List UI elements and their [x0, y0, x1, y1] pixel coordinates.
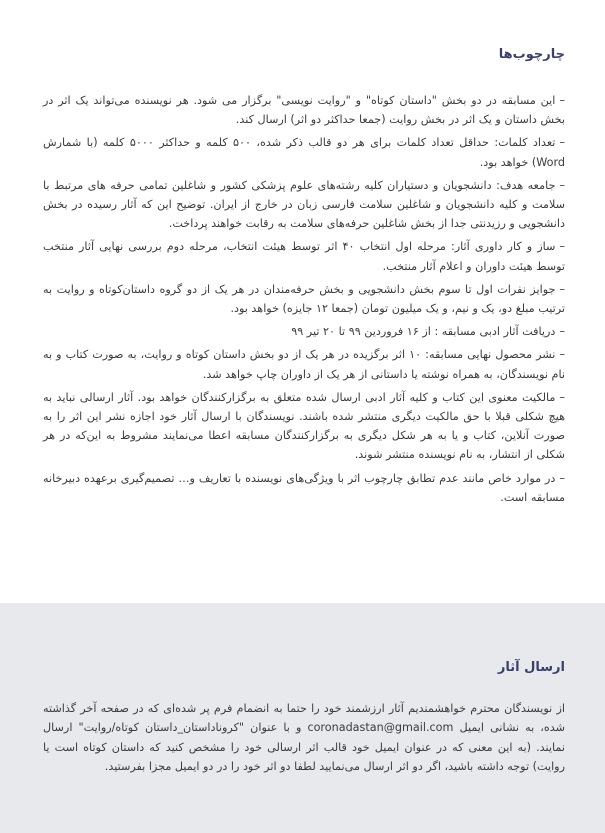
list-item-text: ساز و کار داوری آثار: مرحله اول انتخاب ۴۰ اثر توسط هیئت انتخاب، مرحله دوم بررسی نهایی آثار منتخب توسط هیئت داوران و اعلام آثار منتخب. — [43, 240, 565, 273]
list-item: –در موارد خاص مانند عدم تطابق چارچوب اثر با ویژگی‌های نویسنده با تعاریف و… تصمیم‌گیری برعهده دبیرخانه مسابقه است. — [43, 471, 565, 504]
list-item: –جامعه هدف: دانشجویان و دستیاران کلیه رشته‌های علوم پزشکی کشور و شاغلین تمامی حرفه های مرتبط با سلامت و کلیه دانشجویان و شاغلین سلامت فارسی زبان در خارج از ایران. توضیح این که آثار رسیده در بخش دانشجویی و رزیدنتی جدا از بخش شاغلین حرفه‌های سلامت به رقابت خواهند پرداخت. — [43, 178, 565, 231]
list-item: –این مسابقه در دو بخش "داستان کوتاه" و "روایت نویسی" برگزار می شود. هر نویسنده می‌تواند یک اثر در بخش داستان و یک اثر در بخش روایت (جمعا حداکثر دو اثر) ارسال کند. — [43, 94, 565, 127]
submission-section — [0, 603, 605, 833]
list-item-text: نشر محصول نهایی مسابقه: ۱۰ اثر برگزیده در هر یک از دو بخش داستان کوتاه و روایت، به صورت کتاب و به نام نویسندگان، به همراه نوشته یا داستانی از هر یک از داوران چاپ خواهد شد. — [43, 348, 565, 381]
list-item: –مالکیت معنوی این کتاب و کلیه آثار ادبی ارسال شده متعلق به برگزارکنندگان خواهد بود. آثار ارسالی نباید به هیچ شکلی قبلا با حق مالکیت دیگری منتشر شده باشند. نویسندگان با ارسال آثار خود اجازه نشر این اثر را به صورت آنلاین، کتاب و یا به هر شکل دیگری به برگزارکنندگان مسابقه اعطا می‌نمایند مشروط به این‌که در هر شکلی از انتشار، به نام نویسنده منتشر شوند. — [43, 390, 565, 462]
list-item-text: جامعه هدف: دانشجویان و دستیاران کلیه رشته‌های علوم پزشکی کشور و شاغلین تمامی حرفه های مرتبط با سلامت و کلیه دانشجویان و شاغلین سلامت فارسی زبان در خارج از ایران. توضیح این که آثار رسیده در بخش دانشجویی و رزیدنتی جدا از بخش شاغلین حرفه‌های سلامت به رقابت خواهند پرداخت. — [43, 178, 565, 231]
list-item-text: دریافت آثار ادبی مسابقه : از ۱۶ فروردین ۹۹ تا ۲۰ تیر ۹۹ — [291, 325, 556, 339]
submission-heading: ارسال آثار — [497, 660, 565, 675]
submission-paragraph — [43, 699, 565, 777]
list-item-text: مالکیت معنوی این کتاب و کلیه آثار ادبی ارسال شده متعلق به برگزارکنندگان خواهد بود. آثار ارسالی نباید به هیچ شکلی قبلا با حق مالکیت دیگری منتشر شده باشند. نویسندگان با ارسال آثار خود اجازه نشر این اثر را به صورت آنلاین، کتاب و یا به هر شکل دیگری به برگزارکنندگان مسابقه اعطا می‌نمایند مشروط به این‌که در هر شکلی از انتشار، به نام نویسنده منتشر شوند. — [43, 390, 565, 462]
submission-email: coronadastan@gmail.com — [307, 721, 454, 735]
list-item: –تعداد کلمات: حداقل تعداد کلمات برای هر دو قالب ذکر شده، ۵۰۰ کلمه و حداکثر ۵۰۰۰ کلمه (با شمارش Word) خواهد بود. — [43, 136, 565, 169]
submission-text-after: و با عنوان "کروناداستان_داستان کوتاه/روایت" ارسال نمایند. (به این معنی که در عنوان ایمیل خود قالب اثر ارسالی خود را مشخص کنید که داستان کوتاه است یا روایت) توجه داشته باشید، اگر دو اثر ارسال می‌نمایید لطفا دو اثر خود را در دو ایمیل مجزا بفرستید. — [43, 721, 565, 774]
submission-text-before: از نویسندگان محترم خواهشمندیم آثار ارزشمند خود را حتما به انضمام فرم پر شده‌ای که در صفحه آخر گذاشته شده، به نشانی ایمیل — [43, 702, 565, 735]
framework-list — [43, 91, 565, 511]
list-item-text: این مسابقه در دو بخش "داستان کوتاه" و "روایت نویسی" برگزار می شود. هر نویسنده می‌تواند یک اثر در بخش داستان و یک اثر در بخش روایت (جمعا حداکثر دو اثر) ارسال کند. — [43, 94, 565, 127]
list-item: –دریافت آثار ادبی مسابقه : از ۱۶ فروردین ۹۹ تا ۲۰ تیر ۹۹ — [291, 325, 565, 339]
list-item: –ساز و کار داوری آثار: مرحله اول انتخاب ۴۰ اثر توسط هیئت انتخاب، مرحله دوم بررسی نهایی آثار منتخب توسط هیئت داوران و اعلام آثار منتخب. — [43, 240, 566, 273]
list-item-text: تعداد کلمات: حداقل تعداد کلمات برای هر دو قالب ذکر شده، ۵۰۰ کلمه و حداکثر ۵۰۰۰ کلمه (با شمارش Word) خواهد بود. — [43, 136, 565, 169]
list-item: –نشر محصول نهایی مسابقه: ۱۰ اثر برگزیده در هر یک از دو بخش داستان کوتاه و روایت، به صورت کتاب و به نام نویسندگان، به همراه نوشته یا داستانی از هر یک از داوران چاپ خواهد شد. — [43, 348, 565, 381]
list-item-text: در موارد خاص مانند عدم تطابق چارچوب اثر با ویژگی‌های نویسنده با تعاریف و… تصمیم‌گیری برعهده دبیرخانه مسابقه است. — [43, 471, 565, 504]
framework-heading: چارچوب‌ها — [498, 47, 565, 62]
list-item-text: جوایز نفرات اول تا سوم بخش دانشجویی و بخش حرفه‌مندان در هر یک از دو گروه داستان‌کوتاه و روایت به ترتیب مبلغ دو، یک و نیم، و یک میلیون تومان (جمعا ۱۲ جایزه) خواهد بود. — [43, 282, 565, 316]
list-item: –جوایز نفرات اول تا سوم بخش دانشجویی و بخش حرفه‌مندان در هر یک از دو گروه داستان‌کوتاه و روایت به ترتیب مبلغ دو، یک و نیم، و یک میلیون تومان (جمعا ۱۲ جایزه) خواهد بود. — [43, 282, 565, 316]
